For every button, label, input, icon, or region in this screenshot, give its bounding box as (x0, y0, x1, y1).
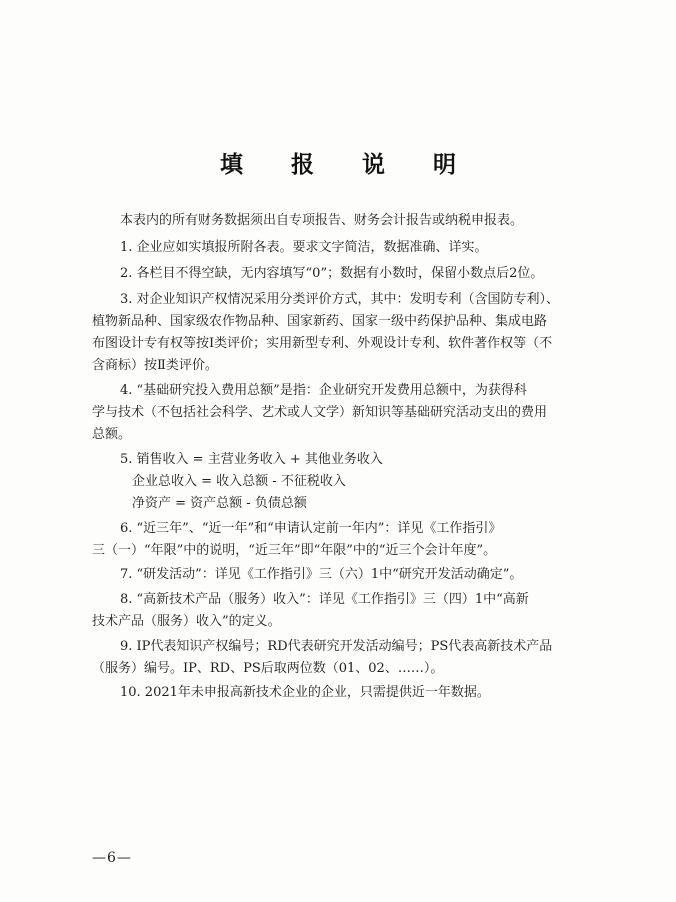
item-3-line-2: 植物新品种、国家级农作物品种、国家新药、国家一级中药保护品种、集成电路 (92, 314, 548, 329)
item-5-line-3: 净资产 = 资产总额 - 负债总额 (132, 496, 307, 511)
item-9-line-1: 9. IP代表知识产权编号；RD代表研究开发活动编号；PS代表高新技术产品 (120, 639, 553, 654)
item-9-line-2: （服务）编号。IP、RD、PS后取两位数（01、02、……）。 (92, 661, 444, 676)
item-4-line-1: 4. “基础研究投入费用总额”是指：企业研究开发费用总额中，为获得科 (120, 383, 527, 398)
item-2: 2. 各栏目不得空缺，无内容填写“0”；数据有小数时，保留小数点后2位。 (120, 266, 544, 281)
item-10: 10. 2021年未申报高新技术企业的企业，只需提供近一年数据。 (120, 685, 490, 700)
item-8-line-2: 技术产品（服务）收入”的定义。 (92, 614, 281, 629)
item-1: 1. 企业应如实填报所附各表。要求文字简洁，数据准确、详实。 (120, 240, 488, 255)
item-3-line-1: 3. 对企业知识产权情况采用分类评价方式，其中：发明专利（含国防专利）、 (120, 292, 560, 307)
item-4-line-2: 学与技术（不包括社会科学、艺术或人文学）新知识等基础研究活动支出的费用 (92, 405, 548, 420)
item-3-line-3: 布图设计专有权等按Ⅰ类评价；实用新型专利、外观设计专利、软件著作权等（不 (92, 336, 553, 351)
item-7: 7. “研发活动”：详见《工作指引》三（六）1中“研究开发活动确定”。 (120, 567, 523, 582)
item-4-line-3: 总额。 (92, 427, 132, 442)
item-6-line-2: 三（一）“年限”中的说明，“近三年”即“年限”中的“近三个会计年度”。 (92, 543, 497, 558)
item-5-line-1: 5. 销售收入 = 主营业务收入 + 其他业务收入 (120, 452, 383, 467)
item-3-line-4: 含商标）按Ⅱ类评价。 (92, 358, 218, 373)
intro-text: 本表内的所有财务数据须出自专项报告、财务会计报告或纳税申报表。 (120, 213, 524, 228)
page-number: —6— (92, 850, 132, 866)
page-title: 填 报 说 明 (219, 151, 477, 178)
item-6-line-1: 6. “近三年”、“近一年”和“申请认定前一年内”：详见《工作指引》 (120, 521, 502, 536)
item-8-line-1: 8. “高新技术产品（服务）收入”：详见《工作指引》三（四）1中“高新 (120, 592, 529, 607)
item-5-line-2: 企业总收入 = 收入总额 - 不征税收入 (132, 474, 346, 489)
